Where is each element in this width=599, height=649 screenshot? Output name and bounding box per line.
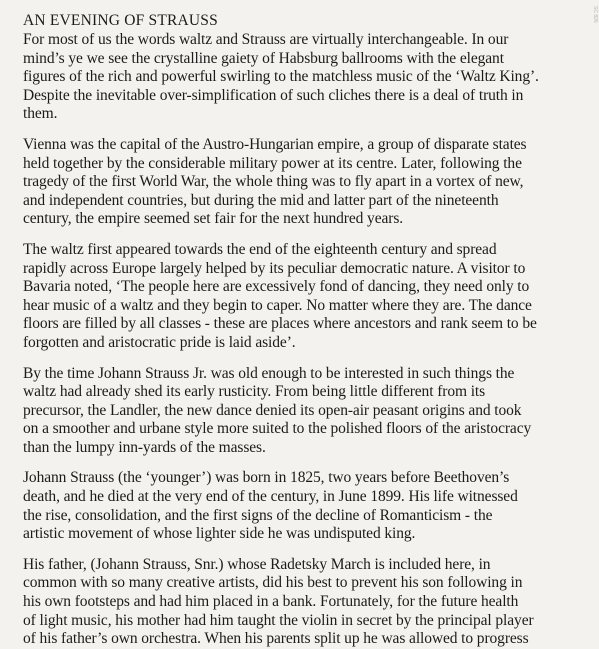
text-line: The waltz first appeared towards the end of the eighteenth century and spread	[23, 240, 497, 258]
paragraph-6	[23, 556, 585, 649]
text-line: figures of the rich and powerful swirling to the matchless music of the ‘Waltz King’.	[23, 68, 539, 86]
text-line: For most of us the words waltz and Strauss are virtually interchangeable. In our	[23, 31, 509, 48]
text-line: floors are filled by all classes - these are places where ancestors and rank seem to be	[23, 315, 537, 333]
text-line: precursor, the Landler, the new dance denied its open-air peasant origins and took	[23, 401, 522, 419]
text-line: than the lumpy inn-yards of the masses.	[23, 438, 266, 456]
paragraph-5	[23, 469, 585, 543]
text-line: His father, (Johann Strauss, Snr.) whose Radetsky March is included here, in	[23, 555, 491, 573]
text-line: on a smoother and urbane style more suited to the polished floors of the aristocracy	[23, 420, 532, 438]
text-line: Vienna was the capital of the Austro-Hungarian empire, a group of disparate states	[23, 135, 527, 153]
text-line: common with so many creative artists, did his best to prevent his son following in	[23, 574, 523, 592]
text-line: hear music of a waltz and they begin to caper. No matter where they are. The dance	[23, 296, 532, 314]
text-line: and independent countries, but during the mid and latter part of the nineteenth	[23, 191, 499, 209]
paragraph-4	[23, 365, 585, 458]
paragraph-3	[23, 241, 585, 353]
text-line: his own footsteps and had him placed in a bank. Fortunately, for the future health	[23, 593, 519, 611]
text-line: of light music, his mother had him taught the violin in secret by the principal player	[23, 611, 534, 629]
text-line: century, the empire seemed set fair for the next hundred years.	[23, 210, 404, 228]
paragraph-2	[23, 136, 585, 229]
text-line: waltz had already shed its early rusticity. From being little different from its	[23, 383, 486, 401]
text-line: Despite the inevitable over-simplification of such cliches there is a deal of truth in	[23, 86, 524, 104]
text-line: artistic movement of whose lighter side he was undisputed king.	[23, 525, 416, 543]
text-line: mind’s ye we see the crystalline gaiety of Habsburg ballrooms with the elegant	[23, 49, 504, 67]
document-title: AN EVENING OF STRAUSS	[23, 12, 218, 29]
text-line: death, and he died at the very end of the century, in June 1899. His life witnessed	[23, 488, 518, 506]
paragraph-1	[23, 31, 585, 124]
text-line: the rise, consolidation, and the first signs of the decline of Romanticism - the	[23, 506, 493, 524]
text-line: By the time Johann Strauss Jr. was old enough to be interested in such things the	[23, 364, 515, 382]
text-line: of his father’s own orchestra. When his parents split up he was allowed to progress	[23, 630, 529, 648]
text-line: tragedy of the first World War, the whole thing was to fly apart in a vortex of new,	[23, 173, 524, 191]
text-line: Johann Strauss (the ‘younger’) was born in 1825, two years before Beethoven’s	[23, 469, 510, 487]
text-line: held together by the considerable military power at its centre. Later, following the	[23, 154, 522, 172]
edge-catalog-code: SC 826	[592, 6, 598, 23]
text-line: rapidly across Europe largely helped by its peculiar democratic nature. A visitor to	[23, 259, 526, 277]
text-line: Bavaria noted, ‘The people here are excessively fond of dancing, they need only to	[23, 278, 530, 296]
text-line: them.	[23, 105, 58, 123]
text-line: forgotten and aristocratic pride is laid aside’.	[23, 333, 296, 351]
